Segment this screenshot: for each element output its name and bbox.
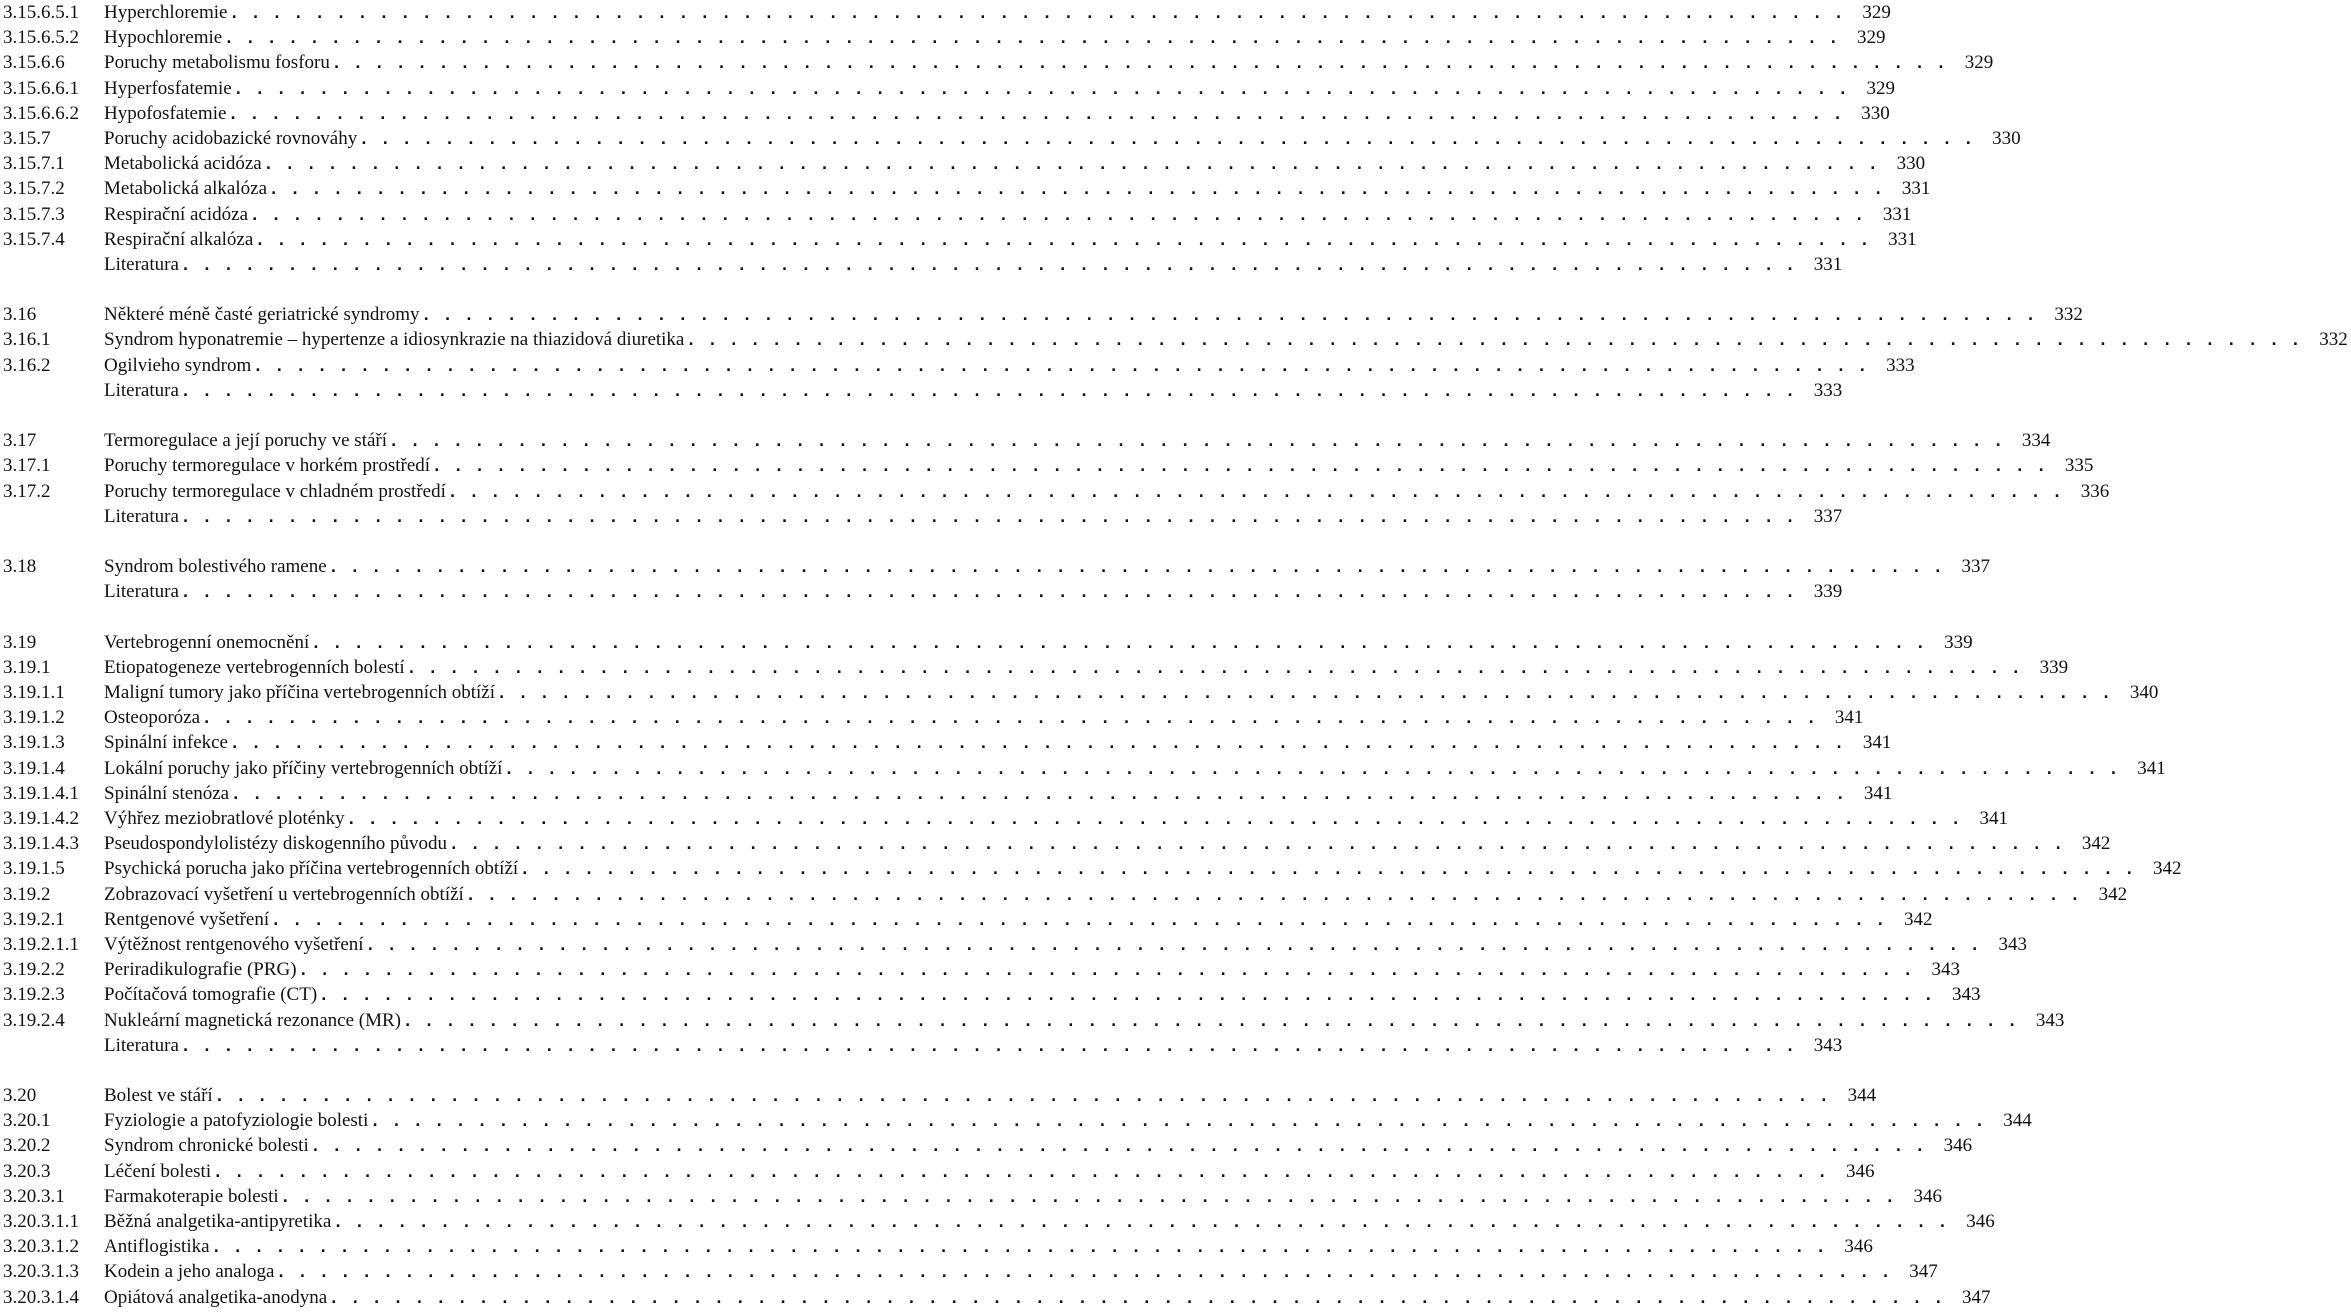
toc-entry-title[interactable]: Termoregulace a její poruchy ve stáří: [104, 430, 388, 452]
toc-entry[interactable]: [0, 176, 1931, 201]
toc-entry-page-number: 339: [1944, 631, 1973, 653]
dot-leader: . . . . . . . . . . . . . . . . . . . . . . . . . . . . . . . . . . . . . . . . . . . . . . . . . . . . . . . . . . . . . . . . . . . . . . . . . . . .: [182, 257, 1799, 274]
toc-entry[interactable]: [0, 76, 1896, 101]
dot-leader: . . . . . . . . . . . . . . . . . . . . . . . . . . . . . . . . . . . . . . . . . . . . . . . . . . . . . . . . . . . . . . . . . . . . . . . . . . . .: [182, 383, 1799, 400]
toc-entry-page-number: 337: [1813, 505, 1843, 527]
toc-entry-number: 3.19.2.3: [3, 984, 65, 1006]
toc-entry-page-number: 342: [2098, 883, 2128, 905]
toc-entry-title[interactable]: Periradikulografie (PRG): [104, 959, 297, 981]
toc-entry[interactable]: [0, 302, 2083, 327]
toc-entry[interactable]: [0, 1033, 1843, 1058]
toc-entry-title[interactable]: Literatura: [104, 379, 179, 401]
toc-entry[interactable]: [0, 756, 2166, 781]
toc-entry[interactable]: [0, 428, 2051, 453]
toc-entry-title[interactable]: Ogilvieho syndrom: [104, 354, 252, 376]
toc-entry-page-number: 343: [1952, 984, 1981, 1006]
toc-entry-page-number: 331: [1901, 178, 1931, 200]
toc-entry-number: 3.20.1: [3, 1110, 51, 1132]
toc-entry[interactable]: [0, 126, 2021, 151]
toc-entry[interactable]: [0, 1209, 1995, 1234]
toc-entry[interactable]: [0, 680, 2159, 705]
toc-entry-page-number: 342: [2153, 858, 2182, 880]
dot-leader: . . . . . . . . . . . . . . . . . . . . . . . . . . . . . . . . . . . . . . . . . . . . . . . . . . . . . . . . . . . . . . . . . . . . . . . . . . . .: [423, 308, 2039, 325]
dot-leader: . . . . . . . . . . . . . . . . . . . . . . . . . . . . . . . . . . . . . . . . . . . . . . . . . . . . . . . . . . . . . . . . . . . . . . . . . . . .: [372, 1114, 1988, 1131]
toc-entry-number: 3.20.3.1.4: [3, 1286, 79, 1308]
toc-entry-page-number: 337: [1961, 556, 1991, 578]
toc-entry-number: 3.19.1.4.3: [3, 833, 79, 855]
dot-leader: . . . . . . . . . . . . . . . . . . . . . . . . . . . . . . . . . . . . . . . . . . . . . . . . . . . . . . . . . . . . . . . . . . . . . . . . . . . .: [252, 207, 1868, 224]
toc-entry-title[interactable]: Maligní tumory jako příčina vertebrogenních obtíží: [104, 682, 495, 704]
dot-leader: . . . . . . . . . . . . . . . . . . . . . . . . . . . . . . . . . . . . . . . . . . . . . . . . . . . . . . . . . . . . . . . . . . . . . . . . . . . .: [408, 660, 2025, 677]
toc-entry[interactable]: [0, 378, 1843, 403]
toc-entry-title[interactable]: Nukleární magnetická rezonance (MR): [104, 1009, 402, 1031]
toc-entry-page-number: 341: [1863, 782, 1893, 804]
toc-entry-page-number: 342: [2081, 833, 2111, 855]
toc-entry-page-number: 346: [1844, 1236, 1873, 1258]
toc-entry-title[interactable]: Hyperfosfatemie: [104, 77, 232, 99]
toc-entry-number: 3.16.1: [3, 329, 51, 351]
toc-entry[interactable]: [0, 932, 2027, 957]
dot-leader: . . . . . . . . . . . . . . . . . . . . . . . . . . . . . . . . . . . . . . . . . . . . . . . . . . . . . . . . . . . . . . . . . . . . . . . . . . . .: [265, 157, 1882, 174]
toc-entry-title[interactable]: Spinální stenóza: [104, 782, 230, 804]
toc-entry-title[interactable]: Pseudospondylolistézy diskogenního původu: [104, 833, 448, 855]
dot-leader: . . . . . . . . . . . . . . . . . . . . . . . . . . . . . . . . . . . . . . . . . . . . . . . . . . . . . . . . . . . . . . . . . . . . . . . . . . . .: [273, 912, 1889, 929]
toc-entry-page-number: 339: [1813, 581, 1843, 603]
toc-entry-title[interactable]: Léčení bolesti: [104, 1160, 212, 1182]
toc-entry-title[interactable]: Etiopatogeneze vertebrogenních bolestí: [104, 656, 405, 678]
toc-entry-number: 3.15.7.3: [3, 203, 65, 225]
toc-entry-title[interactable]: Syndrom chronické bolesti: [104, 1135, 309, 1157]
toc-entry[interactable]: [0, 1159, 1875, 1184]
toc-entry[interactable]: [0, 151, 1926, 176]
toc-entry[interactable]: [0, 882, 2128, 907]
toc-entry-number: 3.15.6.6.2: [3, 102, 79, 124]
toc-entry[interactable]: [0, 1133, 1973, 1158]
dot-leader: . . . . . . . . . . . . . . . . . . . . . . . . . . . . . . . . . . . . . . . . . . . . . . . . . . . . . . . . . . . . . . . . . . . . . . . . . . . .: [282, 1189, 1898, 1206]
toc-entry-number: 3.19.1.4.2: [3, 808, 79, 829]
toc-entry-number: 3.20.3: [3, 1160, 51, 1182]
toc-entry-page-number: 346: [1845, 1160, 1875, 1182]
toc-entry-page-number: 346: [1966, 1211, 1995, 1232]
toc-entry-page-number: 331: [1888, 228, 1917, 250]
toc-entry-page-number: 339: [2039, 656, 2069, 678]
toc-entry-page-number: 332: [2054, 304, 2083, 326]
toc-entry[interactable]: [0, 655, 2069, 680]
toc-entry-page-number: 334: [2021, 430, 2051, 452]
dot-leader: . . . . . . . . . . . . . . . . . . . . . . . . . . . . . . . . . . . . . . . . . . . . . . . . . . . . . . . . . . . . . . . . . . . . . . . . . . . .: [278, 1265, 1894, 1282]
dot-leader: . . . . . . . . . . . . . . . . . . . . . . . . . . . . . . . . . . . . . . . . . . . . . . . . . . . . . . . . . . . . . . . . . . . . . . . . . . . .: [300, 963, 1916, 980]
toc-entry-number: 3.20.3.1.3: [3, 1261, 79, 1283]
toc-entry-number: 3.19: [3, 631, 37, 653]
toc-entry-page-number: 330: [1861, 102, 1890, 124]
dot-leader: . . . . . . . . . . . . . . . . . . . . . . . . . . . . . . . . . . . . . . . . . . . . . . . . . . . . . . . . . . . . . . . . . . . . . . . . . . . .: [182, 585, 1799, 602]
dot-leader: . . . . . . . . . . . . . . . . . . . . . . . . . . . . . . . . . . . . . . . . . . . . . . . . . . . . . . . . . . . . . . . . . . . . . . . . . . . .: [215, 1164, 1831, 1181]
toc-entry-number: 3.20.2: [3, 1135, 51, 1157]
toc-entry[interactable]: [0, 252, 1843, 277]
toc-entry-number: 3.17.1: [3, 455, 51, 477]
toc-entry-number: 3.15.6.5.2: [3, 27, 79, 49]
dot-leader: . . . . . . . . . . . . . . . . . . . . . . . . . . . . . . . . . . . . . . . . . . . . . . . . . . . . . . . . . . . . . . . . . . . . . . . . . . . .: [235, 81, 1852, 98]
dot-leader: . . . . . . . . . . . . . . . . . . . . . . . . . . . . . . . . . . . . . . . . . . . . . . . . . . . . . . . . . . . . . . . . . . . . . . . . . . . .: [506, 761, 2122, 778]
toc-entry-page-number: 333: [1813, 379, 1843, 401]
dot-leader: . . . . . . . . . . . . . . . . . . . . . . . . . . . . . . . . . . . . . . . . . . . . . . . . . . . . . . . . . . . . . . . . . . . . . . . . . . . .: [335, 1215, 1951, 1231]
dot-leader: . . . . . . . . . . . . . . . . . . . . . . . . . . . . . . . . . . . . . . . . . . . . . . . . . . . . . . . . . . . . . . . . . . . . . . . . . . . .: [216, 1089, 1833, 1106]
toc-entry-title[interactable]: Literatura: [104, 505, 179, 527]
dot-leader: . . . . . . . . . . . . . . . . . . . . . . . . . . . . . . . . . . . . . . . . . . . . . . . . . . . . . . . . . . . . . . . . . . . . . . . . . . . .: [688, 333, 2304, 350]
toc-entry[interactable]: [0, 705, 1864, 730]
toc-entry-title[interactable]: Opiátová analgetika-anodyna: [104, 1286, 328, 1308]
toc-entry[interactable]: [0, 504, 1843, 529]
toc-entry[interactable]: [0, 202, 1912, 227]
toc-entry-page-number: 331: [1813, 253, 1843, 275]
toc-entry-page-number: 336: [2080, 480, 2110, 502]
toc-entry-title[interactable]: Syndrom hyponatremie – hypertenze a idiosynkrazie na thiazidová diuretika: [104, 329, 685, 351]
toc-entry-page-number: 341: [1834, 707, 1864, 729]
toc-entry-title[interactable]: Výtěžnost rentgenového vyšetření: [104, 933, 364, 955]
toc-entry-title[interactable]: Literatura: [104, 1034, 179, 1056]
toc-entry-title[interactable]: Respirační acidóza: [104, 203, 249, 225]
toc-entry-title[interactable]: Farmakoterapie bolesti: [104, 1185, 279, 1207]
toc-entry-title[interactable]: Lokální poruchy jako příčiny vertebrogenních obtíží: [104, 757, 503, 779]
toc-entry-number: 3.19.1.4.1: [3, 782, 79, 804]
toc-entry-page-number: 343: [2035, 1009, 2065, 1031]
toc-entry-number: 3.20.3.1: [3, 1185, 65, 1207]
toc-entry-number: 3.16: [3, 304, 37, 326]
toc-entry-page-number: 341: [1862, 732, 1892, 754]
toc-entry-number: 3.19.1: [3, 656, 51, 678]
toc-entry-number: 3.19.1.5: [3, 858, 65, 880]
dot-leader: . . . . . . . . . . . . . . . . . . . . . . . . . . . . . . . . . . . . . . . . . . . . . . . . . . . . . . . . . . . . . . . . . . . . . . . . . . . .: [333, 56, 1950, 73]
toc-entry[interactable]: [0, 781, 1893, 806]
dot-leader: . . . . . . . . . . . . . . . . . . . . . . . . . . . . . . . . . . . . . . . . . . . . . . . . . . . . . . . . . . . . . . . . . . . . . . . . . . . .: [498, 686, 2115, 703]
toc-entry-number: 3.15.6.6.1: [3, 77, 79, 99]
toc-entry[interactable]: [0, 1008, 2065, 1033]
toc-entry-number: 3.15.7.4: [3, 228, 65, 250]
toc-entry[interactable]: [0, 0, 1891, 25]
toc-entry-page-number: 340: [2129, 682, 2159, 704]
toc-entry-number: 3.15.6.6: [3, 52, 65, 74]
dot-leader: . . . . . . . . . . . . . . . . . . . . . . . . . . . . . . . . . . . . . . . . . . . . . . . . . . . . . . . . . . . . . . . . . . . . . . . . . . . .: [522, 862, 2138, 879]
toc-entry[interactable]: [0, 1108, 2032, 1133]
toc-entry-page-number: 346: [1913, 1185, 1942, 1207]
toc-entry-title[interactable]: Syndrom bolestivého ramene: [104, 556, 327, 578]
dot-leader: . . . . . . . . . . . . . . . . . . . . . . . . . . . . . . . . . . . . . . . . . . . . . . . . . . . . . . . . . . . . . . . . . . . . . . . . . . . .: [467, 887, 2084, 904]
toc-entry-number: 3.15.7.2: [3, 178, 65, 200]
toc-entry-number: 3.19.2.1: [3, 908, 65, 930]
toc-entry-page-number: 335: [2064, 455, 2094, 477]
toc-entry-number: 3.15.7.1: [3, 153, 65, 175]
toc-entry[interactable]: [0, 907, 1933, 932]
toc-entry-page-number: 331: [1882, 203, 1912, 225]
toc-entry-title[interactable]: Bolest ve stáří: [104, 1085, 213, 1107]
dot-leader: . . . . . . . . . . . . . . . . . . . . . . . . . . . . . . . . . . . . . . . . . . . . . . . . . . . . . . . . . . . . . . . . . . . . . . . . . . . .: [271, 182, 1887, 199]
dot-leader: . . . . . . . . . . . . . . . . . . . . . . . . . . . . . . . . . . . . . . . . . . . . . . . . . . . . . . . . . . . . . . . . . . . . . . . . . . . .: [213, 1240, 1829, 1257]
toc-entry[interactable]: [0, 554, 1991, 579]
toc-entry-title[interactable]: Psychická porucha jako příčina vertebrogenních obtíží: [104, 858, 519, 880]
toc-entry-title[interactable]: Počítačová tomografie (CT): [104, 984, 318, 1006]
toc-entry-title[interactable]: Hypochloremie: [104, 27, 223, 49]
toc-entry-title[interactable]: Vertebrogenní onemocnění: [104, 631, 310, 653]
toc-entry[interactable]: [0, 25, 1886, 50]
dot-leader: . . . . . . . . . . . . . . . . . . . . . . . . . . . . . . . . . . . . . . . . . . . . . . . . . . . . . . . . . . . . . . . . . . . . . . . . . . . .: [449, 484, 2066, 501]
toc-entry-page-number: 329: [1964, 52, 1994, 74]
toc-entry-number: 3.15.6.5.1: [3, 2, 79, 23]
toc-entry-number: 3.15.7: [3, 127, 51, 149]
toc-entry-page-number: 346: [1943, 1135, 1973, 1157]
toc-entry-number: 3.19.2.4: [3, 1009, 65, 1031]
toc-entry-title[interactable]: Spinální infekce: [104, 732, 228, 754]
toc-entry[interactable]: [0, 50, 1994, 75]
toc-entry[interactable]: [0, 1259, 1938, 1284]
toc-entry-number: 3.19.2.1.1: [3, 933, 79, 955]
toc-entry[interactable]: [0, 630, 1973, 655]
toc-entry-title[interactable]: Literatura: [104, 581, 179, 603]
toc-entry-title[interactable]: Některé méně časté geriatrické syndromy: [104, 304, 420, 326]
toc-entry-title[interactable]: Osteoporóza: [104, 707, 201, 729]
toc-entry-page-number: 341: [1979, 808, 2008, 829]
dot-leader: . . . . . . . . . . . . . . . . . . . . . . . . . . . . . . . . . . . . . . . . . . . . . . . . . . . . . . . . . . . . . . . . . . . . . . . . . . . .: [321, 988, 1937, 1005]
dot-leader: . . . . . . . . . . . . . . . . . . . . . . . . . . . . . . . . . . . . . . . . . . . . . . . . . . . . . . . . . . . . . . . . . . . . . . . . . . . .: [182, 509, 1799, 526]
dot-leader: . . . . . . . . . . . . . . . . . . . . . . . . . . . . . . . . . . . . . . . . . . . . . . . . . . . . . . . . . . . . . . . . . . . . . . . . . . . .: [255, 358, 1871, 375]
toc-entry[interactable]: [0, 1083, 1877, 1108]
toc-entry-page-number: 343: [1931, 959, 1960, 981]
dot-leader: . . . . . . . . . . . . . . . . . . . . . . . . . . . . . . . . . . . . . . . . . . . . . . . . . . . . . . . . . . . . . . . . . . . . . . . . . . . .: [361, 131, 1977, 148]
toc-entry-page-number: 329: [1862, 2, 1891, 23]
toc-entry-number: 3.20.3.1.2: [3, 1236, 79, 1258]
toc-entry-number: 3.19.1.2: [3, 707, 65, 729]
dot-leader: . . . . . . . . . . . . . . . . . . . . . . . . . . . . . . . . . . . . . . . . . . . . . . . . . . . . . . . . . . . . . . . . . . . . . . . . . . . .: [233, 786, 1849, 803]
toc-entry-page-number: 347: [1962, 1286, 1991, 1308]
toc-entry-number: 3.19.1.3: [3, 732, 65, 754]
dot-leader: . . . . . . . . . . . . . . . . . . . . . . . . . . . . . . . . . . . . . . . . . . . . . . . . . . . . . . . . . . . . . . . . . . . . . . . . . . . .: [391, 434, 2007, 451]
dot-leader: . . . . . . . . . . . . . . . . . . . . . . . . . . . . . . . . . . . . . . . . . . . . . . . . . . . . . . . . . . . . . . . . . . . . . . . . . . . .: [348, 812, 1964, 828]
toc-entry-page-number: 342: [1904, 908, 1933, 930]
dot-leader: . . . . . . . . . . . . . . . . . . . . . . . . . . . . . . . . . . . . . . . . . . . . . . . . . . . . . . . . . . . . . . . . . . . . . . . . . . . .: [257, 232, 1873, 249]
toc-entry-title[interactable]: Běžná analgetika-antipyretika: [104, 1211, 332, 1232]
toc-entry[interactable]: [0, 1285, 1991, 1310]
toc-entry-number: 3.19.2.2: [3, 959, 65, 981]
toc-entry-page-number: 330: [1896, 153, 1926, 175]
dot-leader: . . . . . . . . . . . . . . . . . . . . . . . . . . . . . . . . . . . . . . . . . . . . . . . . . . . . . . . . . . . . . . . . . . . . . . . . . . . .: [204, 711, 1820, 728]
toc-entry-number: 3.19.1.4: [3, 757, 65, 779]
toc-entry[interactable]: [0, 831, 2111, 856]
toc-entry-page-number: 330: [1992, 127, 2021, 149]
toc-entry-page-number: 329: [1866, 77, 1896, 99]
toc-entry-title[interactable]: Kodein a jeho analoga: [104, 1261, 275, 1283]
toc-entry-title[interactable]: Hypofosfatemie: [104, 102, 227, 124]
toc-entry-title[interactable]: Poruchy termoregulace v horkém prostředí: [104, 455, 431, 477]
dot-leader: . . . . . . . . . . . . . . . . . . . . . . . . . . . . . . . . . . . . . . . . . . . . . . . . . . . . . . . . . . . . . . . . . . . . . . . . . . . .: [232, 736, 1848, 753]
dot-leader: . . . . . . . . . . . . . . . . . . . . . . . . . . . . . . . . . . . . . . . . . . . . . . . . . . . . . . . . . . . . . . . . . . . . . . . . . . . .: [405, 1013, 2021, 1030]
toc-entry[interactable]: [0, 1184, 1942, 1209]
toc-entry-title[interactable]: Poruchy metabolismu fosforu: [104, 52, 330, 74]
dot-leader: . . . . . . . . . . . . . . . . . . . . . . . . . . . . . . . . . . . . . . . . . . . . . . . . . . . . . . . . . . . . . . . . . . . . . . . . . . . .: [312, 1139, 1929, 1156]
toc-entry[interactable]: [0, 353, 1915, 378]
toc-entry[interactable]: [0, 957, 1960, 982]
toc-entry[interactable]: [0, 730, 1892, 755]
toc-entry-page-number: 343: [1813, 1034, 1843, 1056]
toc-entry-page-number: 344: [1847, 1085, 1877, 1107]
toc-entry[interactable]: [0, 1234, 1873, 1259]
toc-entry-page-number: 332: [2319, 329, 2348, 351]
dot-leader: . . . . . . . . . . . . . . . . . . . . . . . . . . . . . . . . . . . . . . . . . . . . . . . . . . . . . . . . . . . . . . . . . . . . . . . . . . . .: [434, 459, 2050, 476]
dot-leader: . . . . . . . . . . . . . . . . . . . . . . . . . . . . . . . . . . . . . . . . . . . . . . . . . . . . . . . . . . . . . . . . . . . . . . . . . . . .: [451, 837, 2067, 854]
toc-entry-title[interactable]: Rentgenové vyšetření: [104, 908, 270, 930]
toc-entry[interactable]: [0, 856, 2182, 881]
toc-entry[interactable]: [0, 227, 1917, 252]
toc-entry-number: 3.17.2: [3, 480, 51, 502]
toc-entry[interactable]: [0, 806, 2008, 831]
toc-entry[interactable]: [0, 982, 1981, 1007]
dot-leader: . . . . . . . . . . . . . . . . . . . . . . . . . . . . . . . . . . . . . . . . . . . . . . . . . . . . . . . . . . . . . . . . . . . . . . . . . . . .: [330, 560, 1947, 577]
toc-entry-title[interactable]: Poruchy termoregulace v chladném prostředí: [104, 480, 446, 502]
toc-entry-title[interactable]: Poruchy acidobazické rovnováhy: [104, 127, 358, 149]
toc-entry-title[interactable]: Metabolická acidóza: [104, 153, 262, 175]
toc-entry[interactable]: [0, 579, 1843, 604]
toc-entry[interactable]: [0, 453, 2094, 478]
toc-entry[interactable]: [0, 479, 2110, 504]
toc-entry-number: 3.17: [3, 430, 37, 452]
toc-entry-title[interactable]: Fyziologie a patofyziologie bolesti: [104, 1110, 369, 1132]
toc-entry-title[interactable]: Metabolická alkalóza: [104, 178, 268, 200]
toc-entry-page-number: 341: [2137, 757, 2166, 779]
dot-leader: . . . . . . . . . . . . . . . . . . . . . . . . . . . . . . . . . . . . . . . . . . . . . . . . . . . . . . . . . . . . . . . . . . . . . . . . . . . .: [230, 106, 1846, 123]
toc-entry-page-number: 343: [1998, 933, 2027, 955]
toc-entry-title[interactable]: Antiflogistika: [104, 1236, 210, 1258]
toc-entry-page-number: 347: [1909, 1261, 1938, 1283]
toc-entry[interactable]: [0, 327, 2348, 352]
dot-leader: . . . . . . . . . . . . . . . . . . . . . . . . . . . . . . . . . . . . . . . . . . . . . . . . . . . . . . . . . . . . . . . . . . . . . . . . . . . .: [313, 635, 1929, 652]
dot-leader: . . . . . . . . . . . . . . . . . . . . . . . . . . . . . . . . . . . . . . . . . . . . . . . . . . . . . . . . . . . . . . . . . . . . . . . . . . . .: [182, 1038, 1799, 1055]
dot-leader: . . . . . . . . . . . . . . . . . . . . . . . . . . . . . . . . . . . . . . . . . . . . . . . . . . . . . . . . . . . . . . . . . . . . . . . . . . . .: [331, 1290, 1947, 1307]
toc-entry-title[interactable]: Respirační alkalóza: [104, 228, 254, 250]
toc-entry-number: 3.20.3.1.1: [3, 1211, 79, 1232]
toc-entry-title[interactable]: Literatura: [104, 253, 179, 275]
toc-entry[interactable]: [0, 101, 1890, 126]
toc-entry-title[interactable]: Zobrazovací vyšetření u vertebrogenních obtíží: [104, 883, 464, 905]
toc-entry-page-number: 329: [1857, 27, 1886, 49]
toc-entry-title[interactable]: Hyperchloremie: [104, 2, 228, 23]
toc-entry-number: 3.20: [3, 1085, 37, 1107]
toc-entry-title[interactable]: Výhřez meziobratlové ploténky: [104, 808, 345, 829]
toc-entry-number: 3.19.1.1: [3, 682, 65, 704]
dot-leader: . . . . . . . . . . . . . . . . . . . . . . . . . . . . . . . . . . . . . . . . . . . . . . . . . . . . . . . . . . . . . . . . . . . . . . . . . . . .: [226, 31, 1842, 48]
toc-entry-number: 3.16.2: [3, 354, 51, 376]
dot-leader: . . . . . . . . . . . . . . . . . . . . . . . . . . . . . . . . . . . . . . . . . . . . . . . . . . . . . . . . . . . . . . . . . . . . . . . . . . . .: [231, 6, 1847, 22]
toc-entry-number: 3.19.2: [3, 883, 51, 905]
toc-entry-number: 3.18: [3, 556, 37, 578]
dot-leader: . . . . . . . . . . . . . . . . . . . . . . . . . . . . . . . . . . . . . . . . . . . . . . . . . . . . . . . . . . . . . . . . . . . . . . . . . . . .: [367, 937, 1983, 954]
toc-entry-page-number: 344: [2003, 1110, 2032, 1132]
toc-entry-page-number: 333: [1886, 354, 1915, 376]
